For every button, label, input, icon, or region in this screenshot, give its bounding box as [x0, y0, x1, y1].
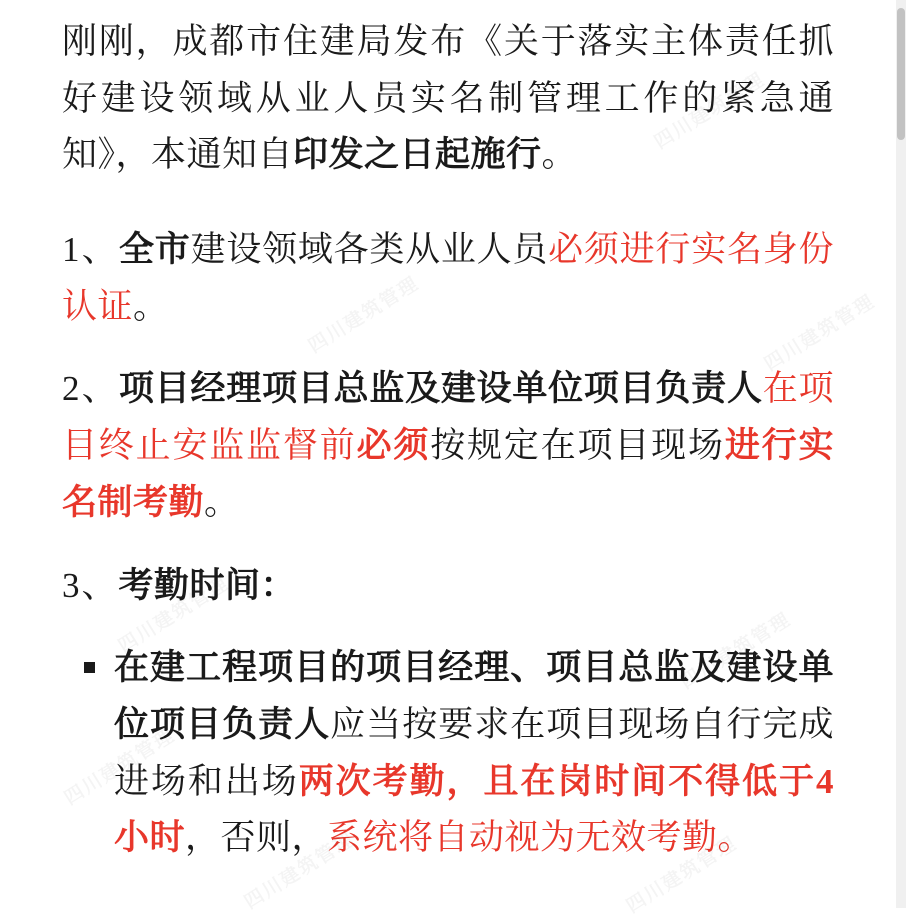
- text-run-bold: 全市: [119, 230, 191, 270]
- text-run-red: 系统将自动视为无效考勤。: [327, 818, 754, 858]
- text-run: 应当按要求在项目现场自行完成进场和出场: [114, 704, 834, 801]
- text-run: 。: [133, 286, 169, 326]
- text-run: 刚刚，成都市住建局发布《关于落实主体责任抓好建设领域从业人员实名制管理工作的紧急通知》，本通知自: [62, 22, 834, 175]
- text-run-bold: 考勤时间：: [118, 565, 297, 605]
- text-run-bold: 印发之日起施行: [293, 135, 542, 175]
- paragraph-item-3: [62, 558, 834, 615]
- text-run-red: 在项目终止安监监督前: [62, 369, 834, 466]
- text-run: 。: [204, 482, 240, 522]
- paragraph-item-2: [62, 361, 834, 531]
- text-run: ，否则，: [185, 818, 328, 858]
- text-run: 按规定在项目现场: [430, 426, 725, 466]
- text-run-red-bold: 进行实名制考勤: [62, 426, 834, 522]
- list-number: 2、: [62, 369, 120, 409]
- text-run: 。: [541, 135, 578, 175]
- scrollbar-track[interactable]: [896, 0, 906, 908]
- text-run-red: 必须进行实名身份认证: [62, 230, 834, 326]
- list-item: [114, 640, 834, 867]
- list-number: 3、: [62, 565, 119, 605]
- square-bullet-icon: [84, 662, 95, 673]
- text-run-bold: 在建工程项目的项目经理、项目总监及建设单位项目负责人: [114, 648, 834, 744]
- paragraph-intro: [62, 14, 834, 184]
- scrollbar-thumb[interactable]: [897, 8, 905, 140]
- text-run-red-bold: 必须: [356, 426, 431, 466]
- text-run: 建设领域各类从业人员: [190, 230, 549, 270]
- paragraph-item-1: [62, 222, 834, 335]
- text-run-red-bold: 两次考勤，且在岗时间不得低于4小时: [114, 761, 834, 858]
- bullet-list: [62, 640, 834, 867]
- text-run-bold: 项目经理项目总监及建设单位项目负责人: [119, 369, 763, 409]
- list-number: 1、: [62, 230, 120, 270]
